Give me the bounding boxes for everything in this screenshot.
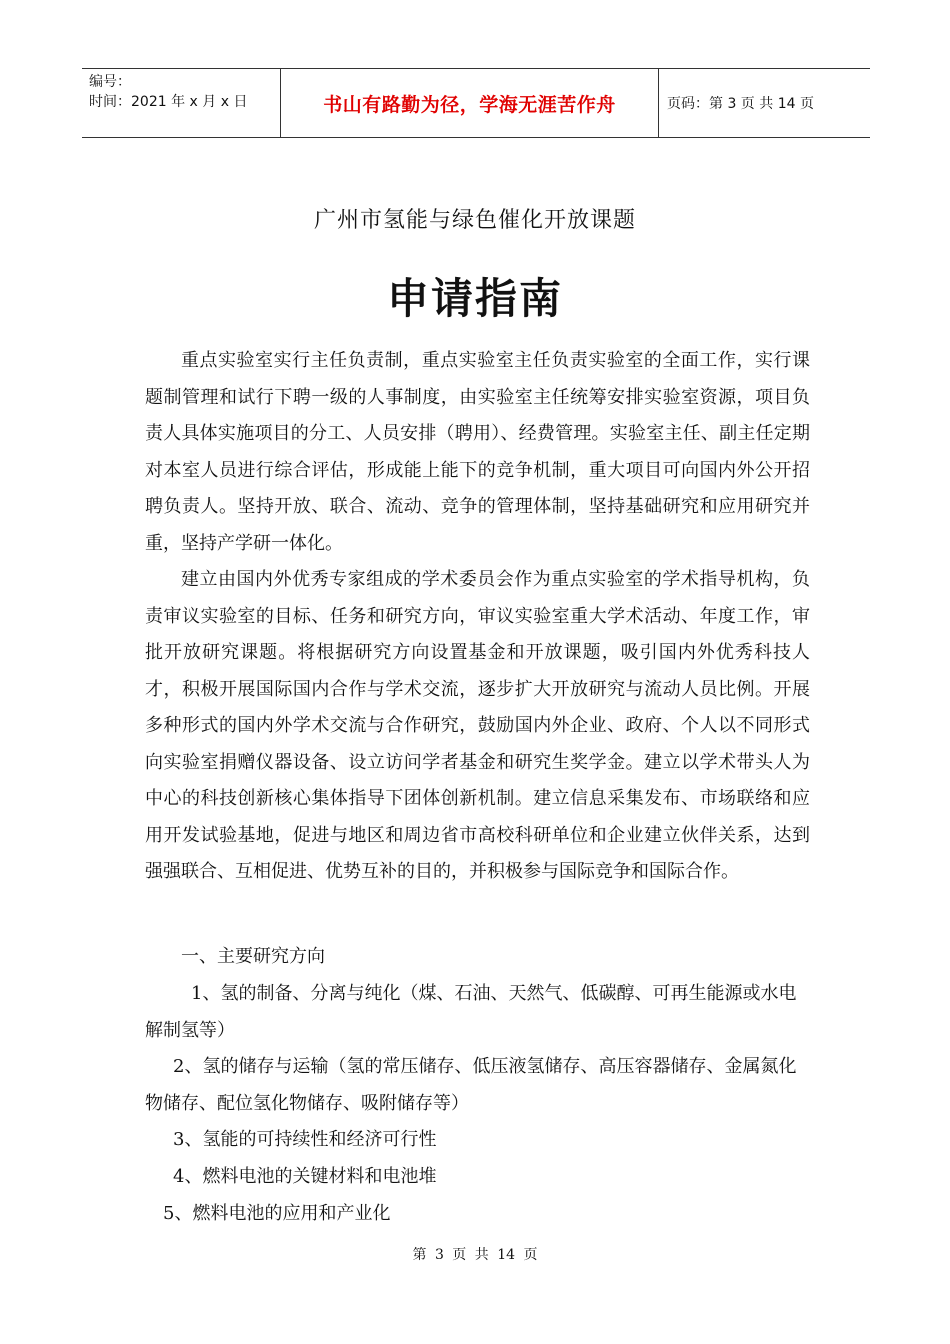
list-item-1: 1、氢的制备、分离与纯化（煤、石油、天然气、低碳醇、可再生能源或水电解制氢等） — [145, 983, 797, 1041]
paragraph-2: 建立由国内外优秀专家组成的学术委员会作为重点实验室的学术指导机构，负责审议实验室的目标、任务和研究方向，审议实验室重大学术活动、年度工作，审批开放研究课题。将根据研究方向设置基金和开放课题，吸引国内外优秀科技人才，积极开展国际国内合作与学术交流，逐步扩大开放研究与流动人员比例。开展多种形式的国内外学术交流与合作研究，鼓励国内外企业、政府、个人以不同形式向实验室捐赠仪器设备、设立访问学者基金和研究生奖学金。建立以学术带头人为中心的科技创新核心集体指导下团体创新机制。建立信息采集发布、市场联络和应用开发试验基地，促进与地区和周边省市高校科研单位和企业建立伙伴关系，达到强强联合、互相促进、优势互补的目的，并积极参与国际竞争和国际合作。 — [145, 569, 810, 882]
document-subtitle: 申请指南 — [386, 274, 563, 323]
document-date: 时间：2021 年 x 月 x 日 — [89, 94, 248, 110]
page-header — [82, 68, 870, 138]
header-motto: 书山有路勤为径，学海无涯苦作舟 — [281, 69, 659, 137]
body-text — [145, 343, 810, 891]
section-heading: 一、主要研究方向 — [181, 946, 325, 967]
header-page-info: 页码：第 3 页 共 14 页 — [667, 96, 814, 112]
list-item-3: 3、氢能的可持续性和经济可行性 — [173, 1129, 437, 1150]
document-number-label: 编号： — [89, 74, 131, 90]
header-meta — [82, 69, 281, 137]
paragraph-1: 重点实验室实行主任负责制，重点实验室主任负责实验室的全面工作，实行课题制管理和试行下聘一级的人事制度，由实验室主任统筹安排实验室资源，项目负责人具体实施项目的分工、人员安排（聘用）、经费管理。实验室主任、副主任定期对本室人员进行综合评估，形成能上能下的竞争机制，重大项目可向国内外公开招聘负责人。坚持开放、联合、流动、竞争的管理体制，坚持基础研究和应用研究并重，坚持产学研一体化。 — [145, 350, 810, 554]
page-footer: 第 3 页 共 14 页 — [412, 1247, 538, 1263]
list-item-2: 2、氢的储存与运输（氢的常压储存、低压液氢储存、高压容器储存、金属氮化物储存、配位氢化物储存、吸附储存等） — [145, 1056, 797, 1114]
document-title: 广州市氢能与绿色催化开放课题 — [313, 208, 636, 233]
list-item-4: 4、燃料电池的关键材料和电池堆 — [173, 1166, 437, 1187]
list-item-5: 5、燃料电池的应用和产业化 — [163, 1203, 391, 1224]
